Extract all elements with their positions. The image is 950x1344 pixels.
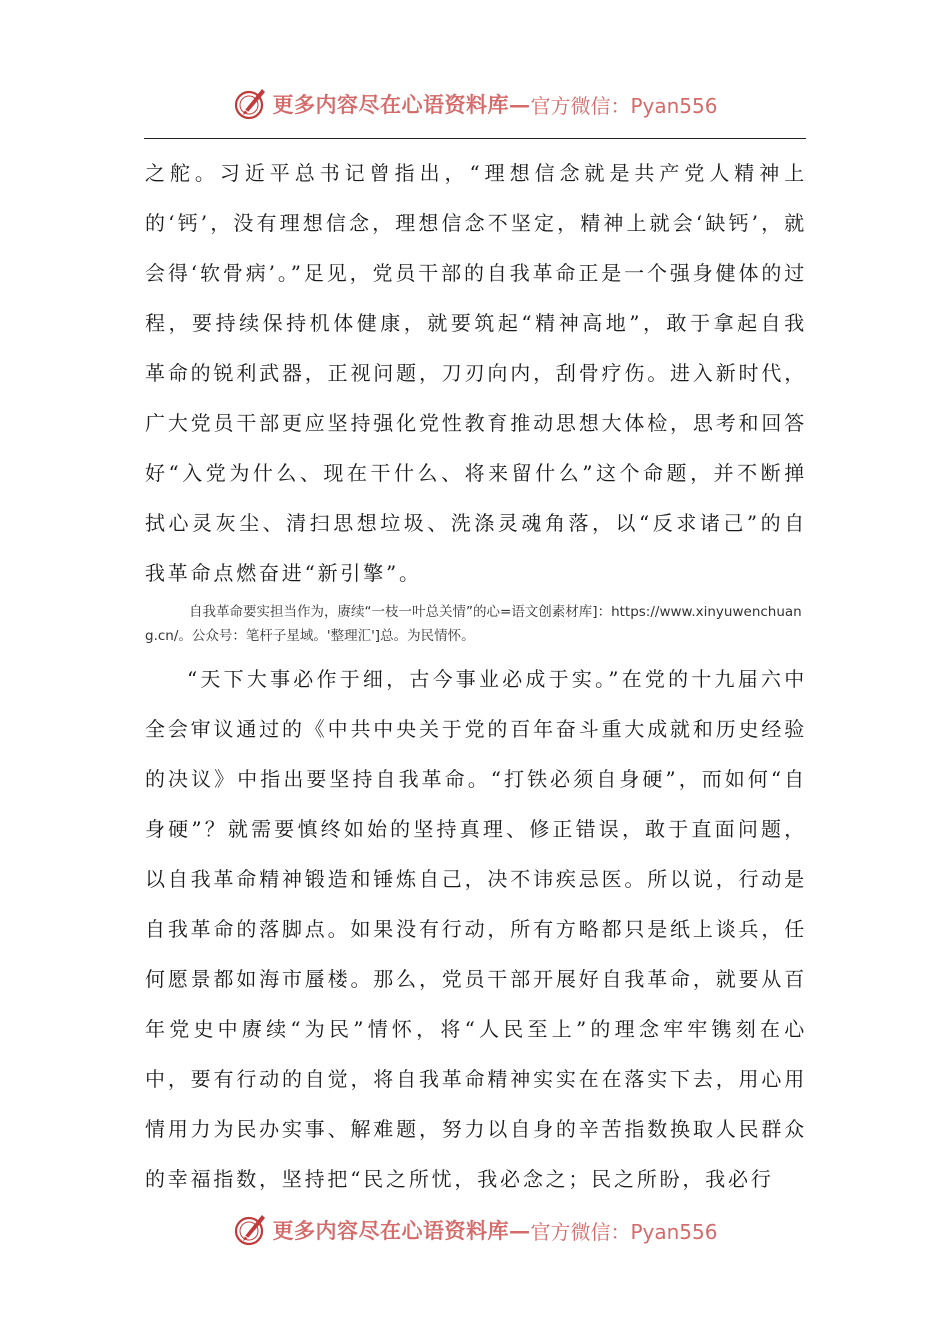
body-paragraph-1: 之舵。习近平总书记曾指出，“理想信念就是共产党人精神上的‘钙’，没有理想信念，理想信念不坚定，精神上就会‘缺钙’，就会得‘软骨病’。”足见，党员干部的自我革命正是一个强身健体的过程，要持续保持机体健康，就要筑起“精神高地”，敢于拿起自我革命的锐利武器，正视问题，刀刃向内，刮骨疗伤。进入新时代，广大党员干部更应坚持强化党性教育推动思想大体检，思考和回答好“入党为什么、现在干什么、将来留什么”这个命题，并不断掸拭心灵灰尘、清扫思想垃圾、洗涤灵魂角落，以“反求诸己”的自我革命点燃奋进“新引擎”。 <box>145 161 807 585</box>
header-wechat-text: 官方微信：Pyan556 <box>530 93 718 118</box>
footer-library-text: 更多内容尽在心语资料库— <box>272 1218 531 1243</box>
header-banner <box>0 84 950 124</box>
watermark-note: 自我革命要实担当作为，赓续“一枝一叶总关情”的心=语文创素材库]：https://www.xinyuwenchuang.cn/。公众号：笔杆子星域。'整理汇']总。为民情怀。 <box>145 604 802 644</box>
footer-wechat-text: 官方微信：Pyan556 <box>530 1219 718 1244</box>
pen-logo-icon <box>232 86 268 122</box>
pen-logo-icon <box>232 1212 268 1248</box>
document-body <box>145 148 807 1204</box>
header-library-text: 更多内容尽在心语资料库— <box>272 92 531 117</box>
footer-banner <box>0 1210 950 1250</box>
header-divider <box>144 138 806 139</box>
body-paragraph-2: “天下大事必作于细，古今事业必成于实。”在党的十九届六中全会审议通过的《中共中央关于党的百年奋斗重大成就和历史经验的决议》中指出要坚持自我革命。“打铁必须自身硬”，而如何“自身硬”？就需要慎终如始的坚持真理、修正错误，敢于直面问题，以自我革命精神锻造和锤炼自己，决不讳疾忌医。所以说，行动是自我革命的落脚点。如果没有行动，所有方略都只是纸上谈兵，任何愿景都如海市蜃楼。那么，党员干部开展好自我革命，就要从百年党史中赓续“为民”情怀，将“人民至上”的理念牢牢镌刻在心中，要有行动的自觉，将自我革命精神实实在在落实下去，用心用情用力为民办实事、解难题，努力以自身的辛苦指数换取人民群众的幸福指数，坚持把“民之所忧，我必念之；民之所盼，我必行 <box>145 667 807 1191</box>
